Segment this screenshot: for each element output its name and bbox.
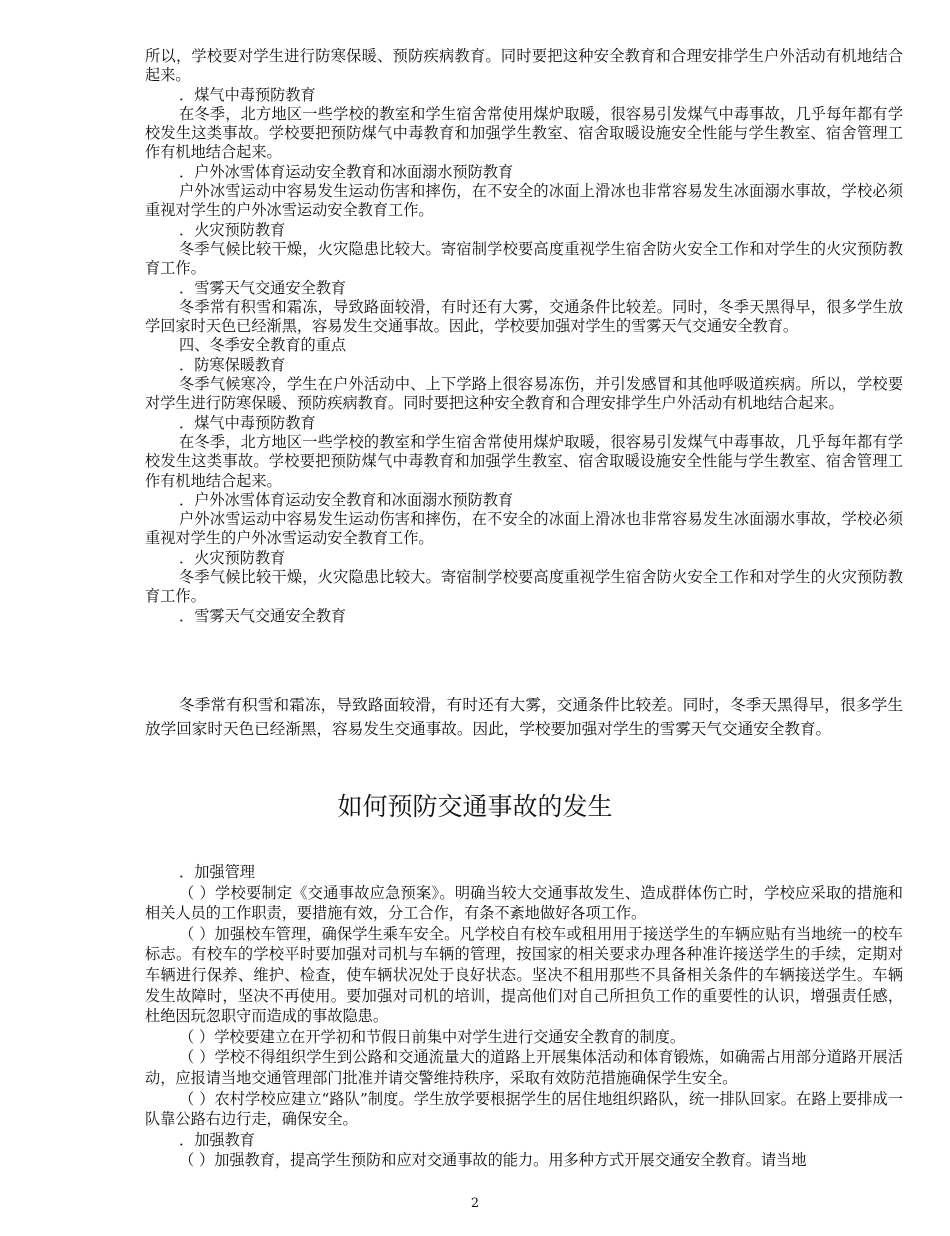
section-heading: 四、冬季安全教育的重点 — [179, 336, 347, 355]
snow-fog-traffic-text — [145, 693, 903, 741]
body-paragraph: 冬季常有积雪和霜冻，导致路面较滑，有时还有大雾，交通条件比较差。同时，冬季天黑得早，很多学生放学回家时天色已经渐黑，容易发生交通事故。因此，学校要加强对学生的雪雾天气交通安全教育。 — [145, 696, 903, 738]
body-paragraph: （ ）农村学校应建立“路队”制度。学生放学要根据学生的居住地组织路队，统一排队回家。在路上要排成一队靠公路右边行走，确保安全。 — [145, 1089, 903, 1129]
body-paragraph: 冬季气候比较干燥，火灾隐患比较大。寄宿制学校要高度重视学生宿舍防火安全工作和对学生的火灾预防教育工作。 — [145, 239, 903, 278]
section-heading: ．防寒保暖教育 — [179, 355, 286, 374]
section-heading: ．户外冰雪体育运动安全教育和冰面溺水预防教育 — [179, 162, 514, 181]
section-heading: ．加强管理 — [179, 863, 255, 881]
section-heading: ．火灾预防教育 — [179, 548, 286, 567]
body-paragraph: 冬季常有积雪和霜冻，导致路面较滑，有时还有大雾，交通条件比较差。同时，冬季天黑得早，很多学生放学回家时天色已经渐黑，容易发生交通事故。因此，学校要加强对学生的雪雾天气交通安全教育。 — [145, 297, 903, 336]
body-paragraph: （ ）加强校车管理，确保学生乘车安全。凡学校自有校车或租用用于接送学生的车辆应贴有当地统一的校车标志。有校车的学校平时要加强对司机与车辆的管理，按国家的相关要求办理各种准许接送学生的手续，定期对车辆进行保养、维护、检查，使车辆状况处于良好状态。坚决不租用那些不具备相关条件的车辆接送学生。车辆发生故障时，坚决不再使用。要加强对司机的培训，提高他们对自己所担负工作的重要性的认识，增强责任感，杜绝因玩忽职守而造成的事故隐患。 — [145, 924, 903, 1026]
section-heading: ．雪雾天气交通安全教育 — [179, 278, 347, 297]
section-heading: ．雪雾天气交通安全教育 — [179, 606, 347, 625]
body-paragraph: （ ）学校要制定《交通事故应急预案》。明确当较大交通事故发生、造成群体伤亡时，学校应采取的措施和相关人员的工作职责，要措施有效，分工合作，有条不紊地做好各项工作。 — [145, 883, 903, 923]
body-paragraph: （ ）学校不得组织学生到公路和交通流量大的道路上开展集体活动和体育锻炼，如确需占用部分道路开展活动，应报请当地交通管理部门批准并请交警维持秩序，采取有效防范措施确保学生安全。 — [145, 1048, 903, 1087]
section-heading: ．煤气中毒预防教育 — [179, 413, 316, 432]
body-paragraph: （ ）加强教育，提高学生预防和应对交通事故的能力。用多种方式开展交通安全教育。请当地 — [179, 1151, 807, 1170]
body-paragraph: 户外冰雪运动中容易发生运动伤害和摔伤，在不安全的冰面上滑冰也非常容易发生冰面溺水事故，学校必须重视对学生的户外冰雪运动安全教育工作。 — [145, 182, 903, 220]
section-heading: ．户外冰雪体育运动安全教育和冰面溺水预防教育 — [179, 490, 514, 509]
body-paragraph: 冬季气候寒冷，学生在户外活动中、上下学路上很容易冻伤，并引发感冒和其他呼吸道疾病。所以，学校要对学生进行防寒保暖、预防疾病教育。同时要把这种安全教育和合理安排学生户外活动有机地结合起来。 — [145, 375, 903, 413]
body-paragraph: 冬季气候比较干燥，火灾隐患比较大。寄宿制学校要高度重视学生宿舍防火安全工作和对学生的火灾预防教育工作。 — [145, 568, 903, 606]
body-paragraph: 在冬季，北方地区一些学校的教室和学生宿舍常使用煤炉取暖，很容易引发煤气中毒事故，几乎每年都有学校发生这类事故。学校要把预防煤气中毒教育和加强学生教室、宿舍取暖设施安全性能与学生教室、宿舍管理工作有机地结合起来。 — [145, 432, 903, 490]
winter-safety-text — [145, 47, 903, 626]
traffic-accident-prevention-text — [145, 862, 903, 1171]
section-heading: ．火灾预防教育 — [179, 220, 286, 239]
section-heading: ．煤气中毒预防教育 — [179, 85, 316, 104]
body-paragraph: 所以，学校要对学生进行防寒保暖、预防疾病教育。同时要把这种安全教育和合理安排学生户外活动有机地结合起来。 — [145, 47, 903, 85]
body-paragraph: （ ）学校要建立在开学初和节假日前集中对学生进行交通安全教育的制度。 — [179, 1027, 686, 1046]
page-title: 如何预防交通事故的发生 — [337, 792, 613, 821]
body-paragraph: 在冬季，北方地区一些学校的教室和学生宿舍常使用煤炉取暖，很容易引发煤气中毒事故，几乎每年都有学校发生这类事故。学校要把预防煤气中毒教育和加强学生教室、宿舍取暖设施安全性能与学生教室、宿舍管理工作有机地结合起来。 — [145, 104, 903, 162]
page-number: 2 — [470, 1196, 480, 1211]
body-paragraph: 户外冰雪运动中容易发生运动伤害和摔伤，在不安全的冰面上滑冰也非常容易发生冰面溺水事故，学校必须重视对学生的户外冰雪运动安全教育工作。 — [145, 510, 903, 548]
section-heading: ．加强教育 — [179, 1130, 255, 1149]
